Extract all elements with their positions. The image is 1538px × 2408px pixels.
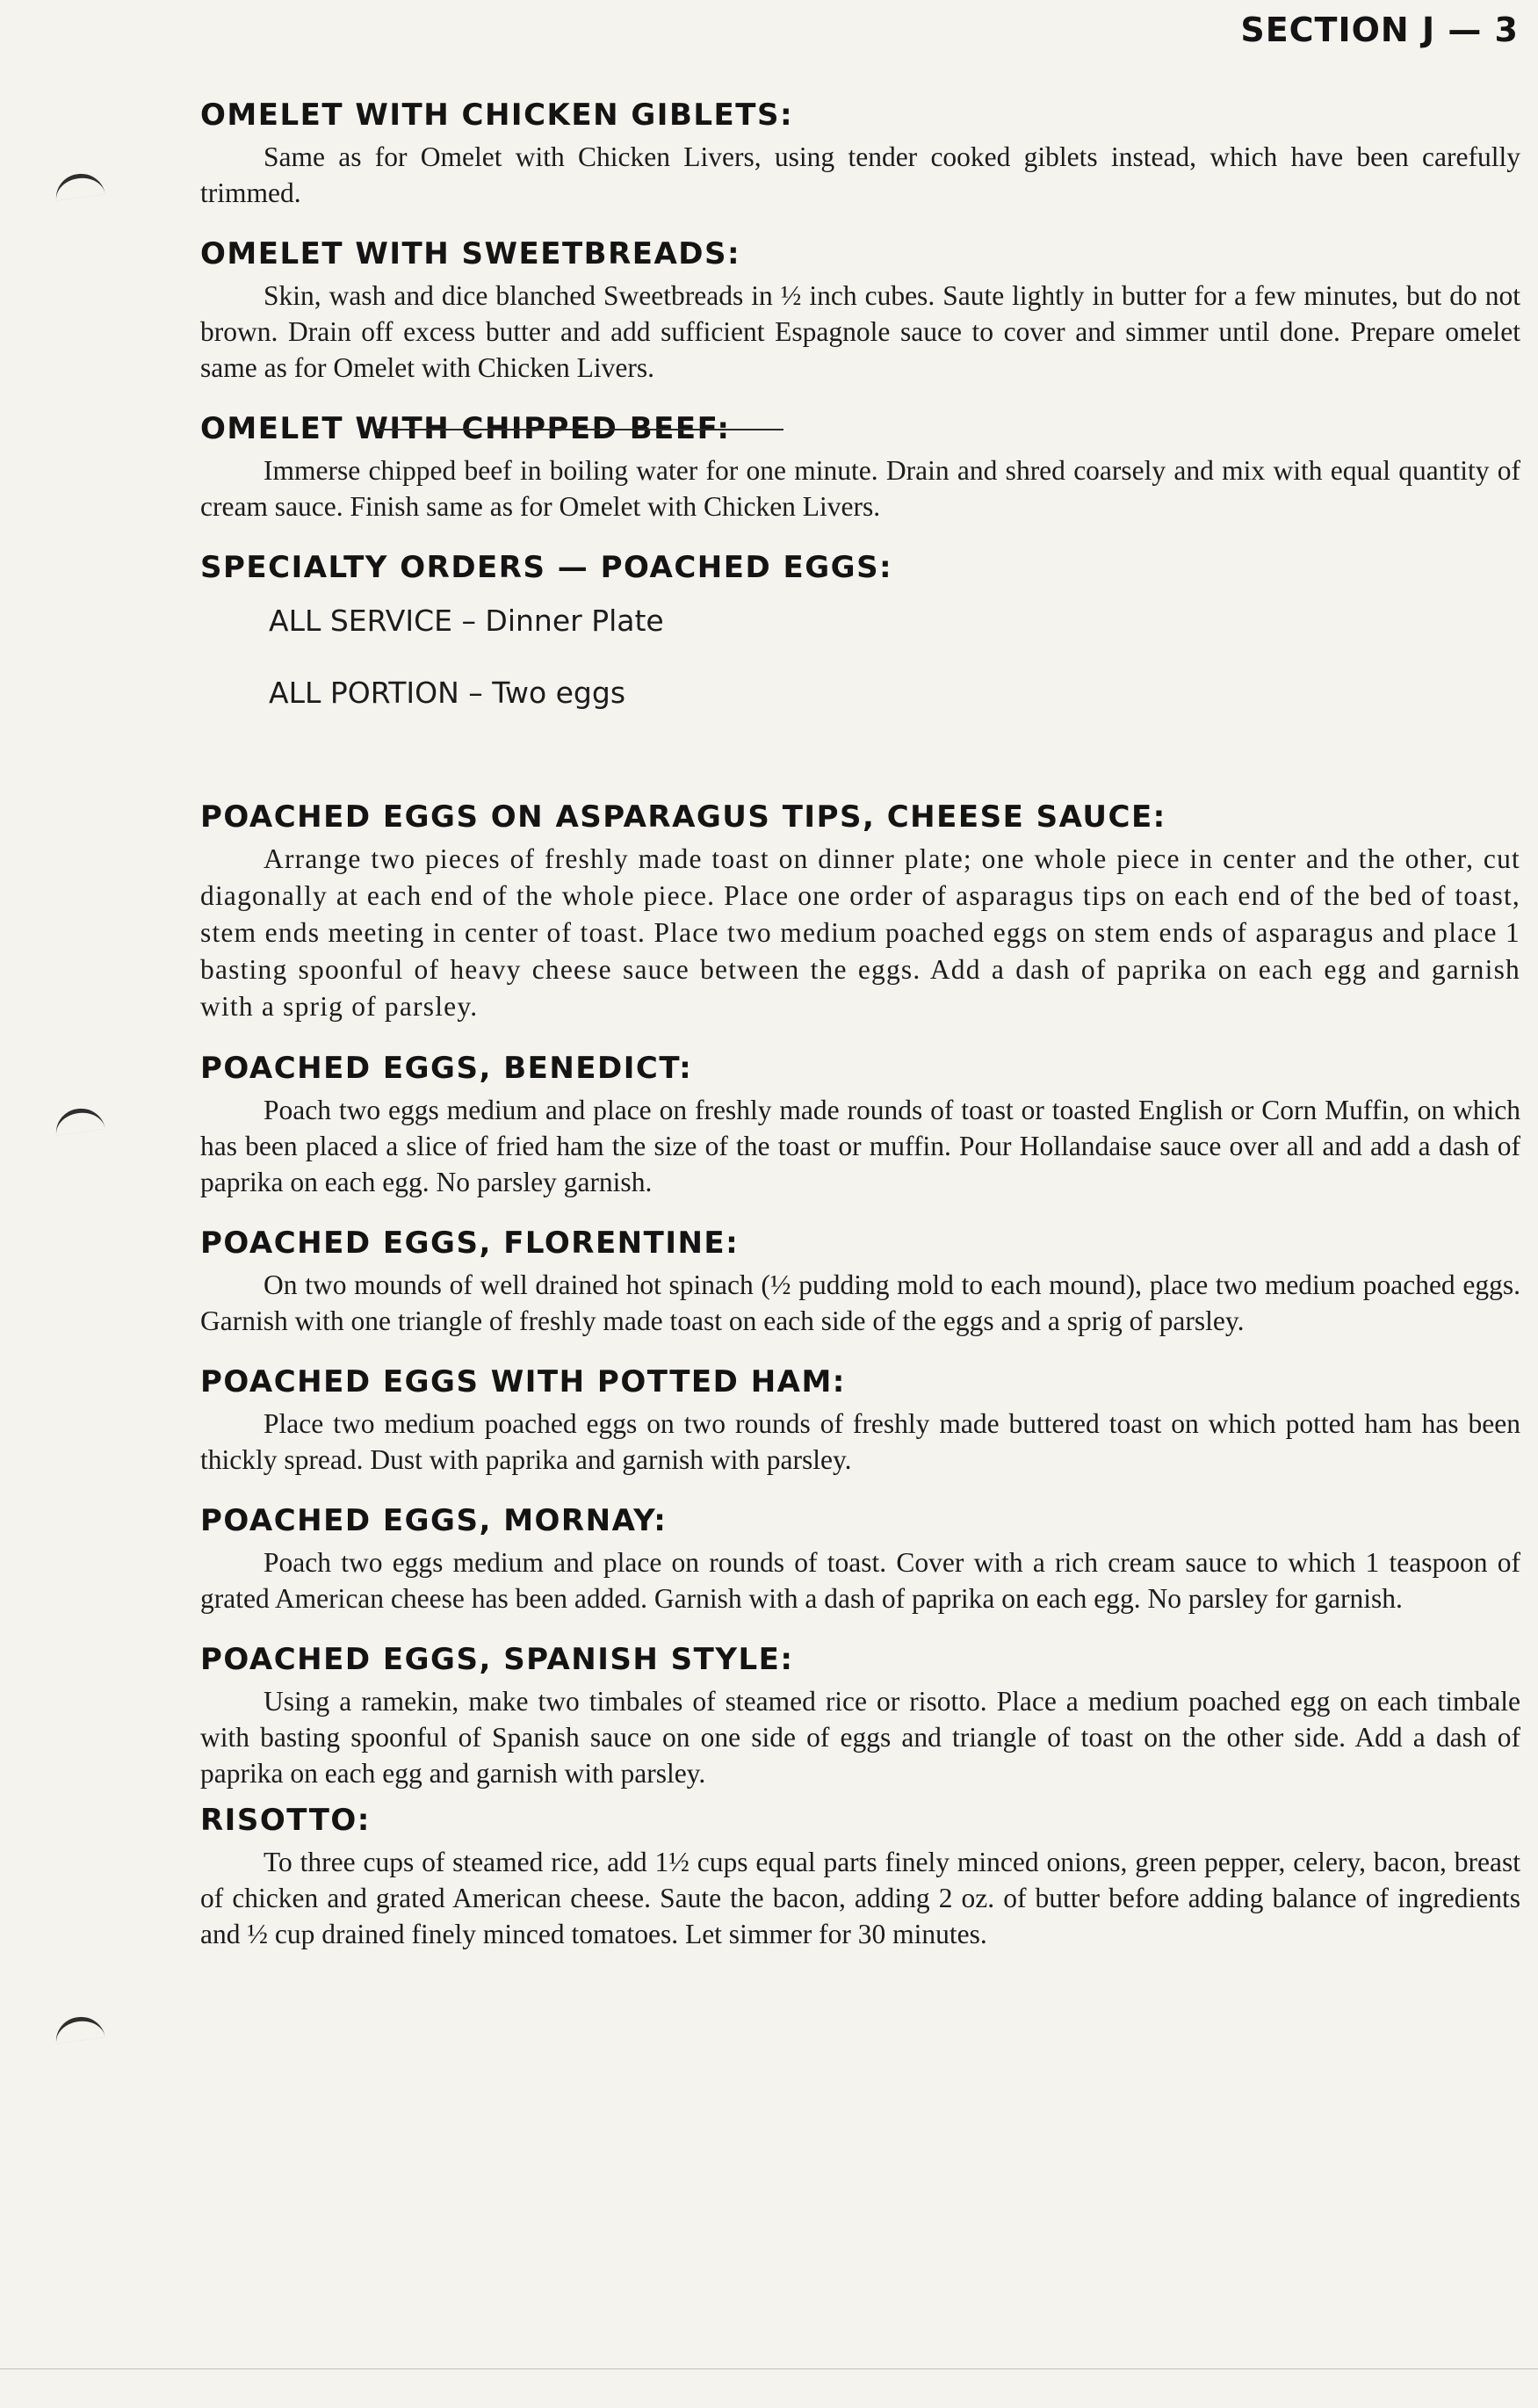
recipe-risotto — [200, 1800, 1520, 1952]
recipe-omelet-chicken-giblets — [200, 95, 1520, 211]
recipe-heading: POACHED EGGS ON ASPARAGUS TIPS, CHEESE SAUCE: — [200, 799, 1166, 835]
binder-punch-mark — [53, 1105, 105, 1136]
recipe-instructions: Using a ramekin, make two timbales of steamed rice or risotto. Place a medium poached egg on each timbale with basting spoonful of Spanish sauce on one side of eggs and triangle of toast on the other side. Add a dash of paprika on each egg and garnish with parsley. — [200, 1686, 1520, 1789]
recipe-heading: POACHED EGGS, FLORENTINE: — [200, 1226, 740, 1261]
specialty-heading: SPECIALTY ORDERS — POACHED EGGS: — [200, 550, 893, 585]
page-content — [200, 95, 1520, 1952]
recipe-poached-potted-ham — [200, 1362, 1520, 1478]
recipe-instructions: Arrange two pieces of freshly made toast on dinner plate; one whole piece in center and the other, cut diagonally at each end of the whole piece. Place one order of asparagus tips on each end of the bed of toast, stem ends meeting in center of toast. Place two medium poached eggs on stem ends of asparagus and place 1 basting spoonful of heavy cheese sauce between the eggs. Add a dash of paprika on each egg and garnish with a sprig of parsley. — [200, 843, 1520, 1022]
recipe-instructions: Place two medium poached eggs on two rounds of freshly made buttered toast on which potted ham has been thickly spread. Dust with paprika and garnish with parsley. — [200, 1408, 1520, 1475]
section-header: SECTION J — 3 — [1240, 11, 1519, 49]
recipe-heading: OMELET WITH SWEETBREADS: — [200, 236, 741, 271]
recipe-instructions: Skin, wash and dice blanched Sweetbreads in ½ inch cubes. Saute lightly in butter for a few minutes, but do not brown. Drain off excess butter and add sufficient Espagnole sauce to cover and simmer until done. Prepare omelet same as for Omelet with Chicken Livers. — [200, 280, 1520, 383]
recipe-heading: RISOTTO: — [200, 1803, 371, 1838]
recipe-heading — [200, 409, 1520, 449]
recipe-heading: POACHED EGGS, MORNAY: — [200, 1503, 668, 1538]
specialty-orders — [200, 547, 1520, 712]
recipe-poached-florentine — [200, 1223, 1520, 1339]
portion-note: ALL PORTION – Two eggs — [269, 676, 626, 710]
recipe-heading: POACHED EGGS, BENEDICT: — [200, 1051, 693, 1086]
recipe-heading: POACHED EGGS WITH POTTED HAM: — [200, 1364, 846, 1399]
recipe-poached-asparagus — [200, 797, 1520, 1025]
recipe-poached-mornay — [200, 1500, 1520, 1616]
recipe-heading-text: OMELET WITH CHIPPED BEEF: — [200, 409, 731, 449]
binder-punch-mark — [53, 2014, 105, 2044]
recipe-instructions: Poach two eggs medium and place on rounds of toast. Cover with a rich cream sauce to which 1 teaspoon of grated American cheese has been added. Garnish with a dash of paprika on each egg. No parsley for garnish. — [200, 1547, 1520, 1614]
recipe-omelet-sweetbreads — [200, 234, 1520, 386]
recipe-poached-benedict — [200, 1048, 1520, 1200]
recipe-instructions: Same as for Omelet with Chicken Livers, using tender cooked giblets instead, which have been carefully trimmed. — [200, 141, 1520, 208]
recipe-heading: OMELET WITH CHICKEN GIBLETS: — [200, 98, 794, 133]
recipe-instructions: Immerse chipped beef in boiling water for one minute. Drain and shred coarsely and mix with equal quantity of cream sauce. Finish same as for Omelet with Chicken Livers. — [200, 455, 1520, 522]
page-edge — [0, 2368, 1538, 2408]
recipe-instructions: Poach two eggs medium and place on freshly made rounds of toast or toasted English or Corn Muffin, on which has been placed a slice of fried ham the size of the toast or muffin. Pour Hollandaise sauce over all and add a dash of paprika on each egg. No parsley garnish. — [200, 1095, 1520, 1197]
recipe-poached-spanish — [200, 1639, 1520, 1791]
recipe-omelet-chipped-beef — [200, 409, 1520, 524]
binder-punch-mark — [53, 170, 105, 201]
recipe-heading: POACHED EGGS, SPANISH STYLE: — [200, 1642, 794, 1677]
service-note: ALL SERVICE – Dinner Plate — [269, 604, 664, 638]
recipe-instructions: On two mounds of well drained hot spinach (½ pudding mold to each mound), place two medium poached eggs. Garnish with one triangle of freshly made toast on each side of the eggs and a sprig of parsley. — [200, 1269, 1520, 1336]
recipe-instructions: To three cups of steamed rice, add 1½ cups equal parts finely minced onions, green pepper, celery, bacon, breast of chicken and grated American cheese. Saute the bacon, adding 2 oz. of butter before adding balance of ingredients and ½ cup drained finely minced tomatoes. Let simmer for 30 minutes. — [200, 1847, 1520, 1949]
